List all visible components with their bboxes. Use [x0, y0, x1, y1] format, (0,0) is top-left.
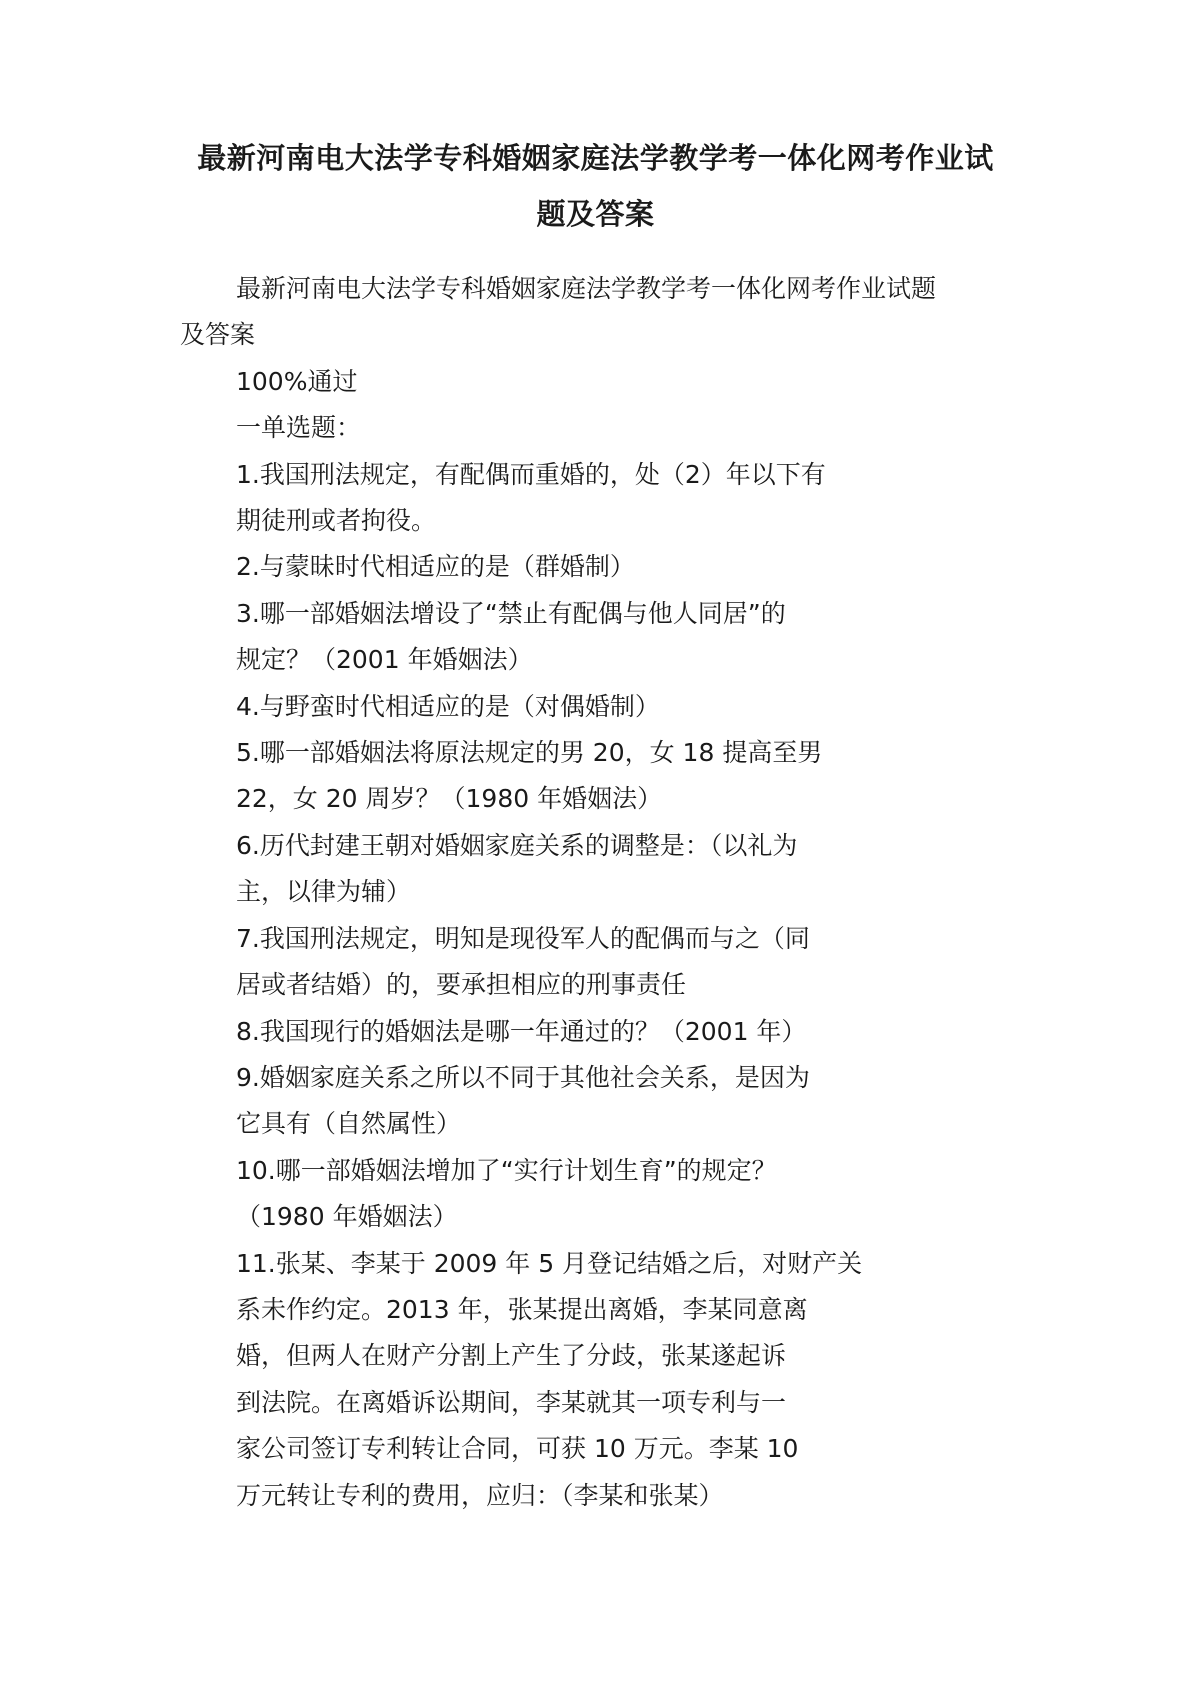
text-line: 家公司签订专利转让合同，可获 10 万元。李某 10	[236, 1434, 799, 1464]
text-line: 3.哪一部婚姻法增设了“禁止有配偶与他人同居”的	[236, 598, 786, 628]
text-line: 系未作约定。2013 年，张某提出离婚，李某同意离	[236, 1294, 808, 1324]
title-line-2: 题及答案	[536, 197, 655, 231]
document-title	[150, 130, 1041, 242]
text-line: （1980 年婚姻法）	[236, 1202, 458, 1232]
text-line: 它具有（自然属性）	[236, 1109, 462, 1139]
text-line: 6.历代封建王朝对婚姻家庭关系的调整是：（以礼为	[236, 830, 798, 860]
text-line: 5.哪一部婚姻法将原法规定的男 20，女 18 提高至男	[236, 738, 823, 768]
text-line: 居或者结婚）的，要承担相应的刑事责任	[236, 970, 687, 1000]
text-line: 最新河南电大法学专科婚姻家庭法学教学考一体化网考作业试题	[236, 274, 937, 303]
text-line: 期徒刑或者拘役。	[236, 506, 437, 536]
text-line: 主，以律为辅）	[236, 877, 412, 907]
text-line: 到法院。在离婚诉讼期间，李某就其一项专利与一	[236, 1387, 787, 1417]
text-line: 婚，但两人在财产分割上产生了分歧，张某遂起诉	[236, 1341, 787, 1371]
text-line: 及答案	[180, 320, 256, 350]
text-line: 2.与蒙昧时代相适应的是（群婚制）	[236, 552, 635, 582]
text-line: 10.哪一部婚姻法增加了“实行计划生育”的规定？	[236, 1155, 777, 1185]
text-line: 7.我国刑法规定，明知是现役军人的配偶而与之（同	[236, 923, 810, 953]
text-line: 22，女 20 周岁？（1980 年婚姻法）	[236, 784, 663, 814]
text-line: 万元转让专利的费用，应归：（李某和张某）	[236, 1480, 724, 1510]
title-line-1: 最新河南电大法学专科婚姻家庭法学教学考一体化网考作业试	[197, 141, 994, 175]
text-line: 9.婚姻家庭关系之所以不同于其他社会关系，是因为	[236, 1062, 810, 1092]
text-line: 11.张某、李某于 2009 年 5 月登记结婚之后，对财产关	[236, 1248, 863, 1278]
text-line: 100%通过	[236, 366, 358, 396]
document-body	[0, 266, 1191, 1519]
text-line: 4.与野蛮时代相适应的是（对偶婚制）	[236, 691, 660, 721]
text-line: 一单选题：	[236, 413, 362, 443]
text-line: 规定？（2001 年婚姻法）	[236, 645, 533, 675]
text-line: 8.我国现行的婚姻法是哪一年通过的？（2001 年）	[236, 1016, 807, 1046]
text-line: 1.我国刑法规定，有配偶而重婚的，处（2）年以下有	[236, 459, 826, 489]
